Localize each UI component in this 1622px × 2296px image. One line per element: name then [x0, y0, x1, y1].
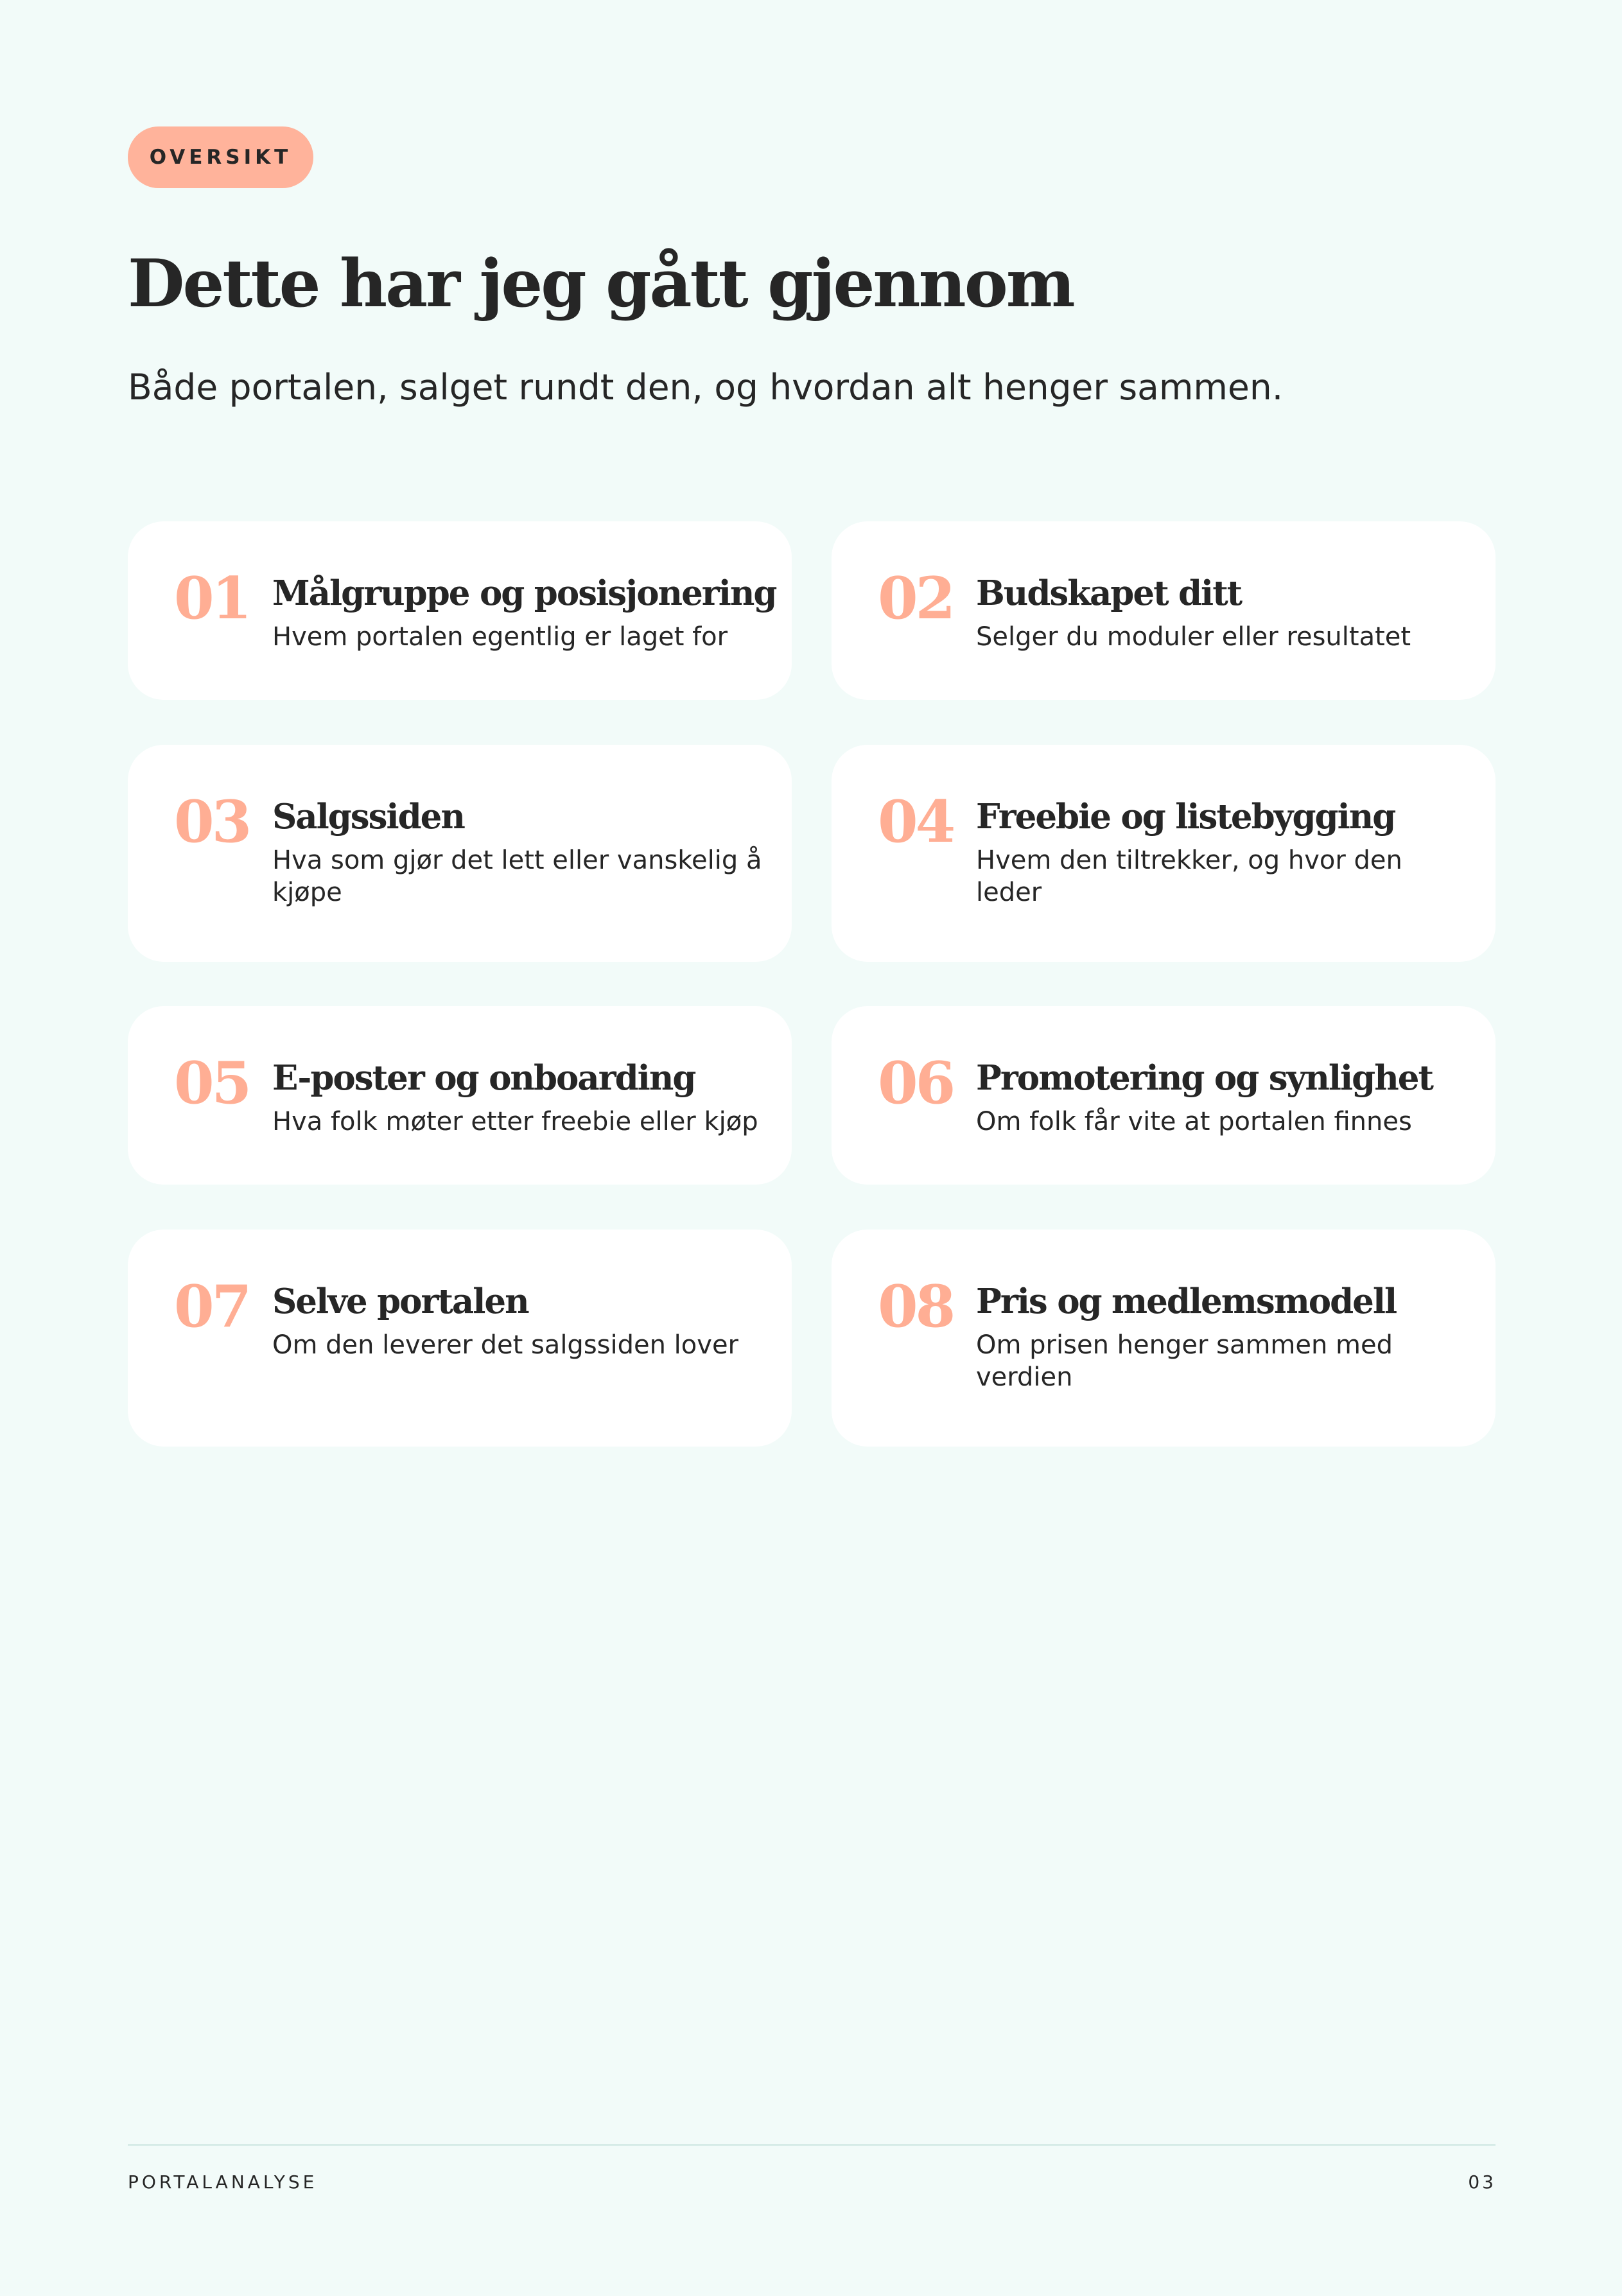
topic-number: 05: [174, 1049, 250, 1117]
topic-number: 04: [878, 788, 954, 856]
topic-title: Pris og medlemsmodell: [976, 1282, 1397, 1321]
topic-title: Selve portalen: [272, 1282, 528, 1321]
topic-number: 01: [174, 564, 250, 632]
topic-description: Hvem den tiltrekker, og hvor den leder: [976, 846, 1402, 907]
topic-title: Målgruppe og posisjonering: [272, 573, 776, 613]
topic-card-05: [128, 1006, 792, 1185]
topic-card-01: [128, 521, 792, 700]
topic-card-04: [832, 745, 1496, 962]
topic-number: 03: [174, 788, 250, 856]
topic-card-02: [832, 521, 1496, 700]
page-subtitle: Både portalen, salget rundt den, og hvordan alt henger sammen.: [128, 367, 1284, 408]
topic-description: Selger du moduler eller resultatet: [976, 622, 1411, 652]
footer-divider: [128, 2144, 1496, 2146]
topic-number: 08: [878, 1273, 954, 1341]
topic-description: Om folk får vite at portalen finnes: [976, 1107, 1412, 1136]
topic-card-08: [832, 1230, 1496, 1447]
topic-number: 07: [174, 1273, 250, 1341]
topic-title: Promotering og synlighet: [976, 1058, 1433, 1098]
topic-description: Hva som gjør det lett eller vanskelig å kjøpe: [272, 846, 762, 907]
topic-description: Om prisen henger sammen med verdien: [976, 1330, 1393, 1392]
topic-title: Budskapet ditt: [976, 573, 1242, 613]
page-number: 03: [1468, 2171, 1496, 2193]
topic-description: Om den leverer det salgssiden lover: [272, 1330, 738, 1360]
page-title: Dette har jeg gått gjennom: [128, 245, 1074, 322]
topic-title: Freebie og listebygging: [976, 797, 1395, 837]
section-badge: OVERSIKT: [128, 126, 313, 188]
topic-title: Salgssiden: [272, 797, 464, 837]
footer-label: PORTALANALYSE: [128, 2171, 318, 2193]
topic-number: 02: [878, 564, 954, 632]
topic-number: 06: [878, 1049, 954, 1117]
topic-card-06: [832, 1006, 1496, 1185]
topic-title: E-poster og onboarding: [272, 1058, 695, 1098]
topic-description: Hvem portalen egentlig er laget for: [272, 622, 728, 652]
topic-card-07: [128, 1230, 792, 1447]
topic-card-03: [128, 745, 792, 962]
topic-description: Hva folk møter etter freebie eller kjøp: [272, 1107, 758, 1136]
